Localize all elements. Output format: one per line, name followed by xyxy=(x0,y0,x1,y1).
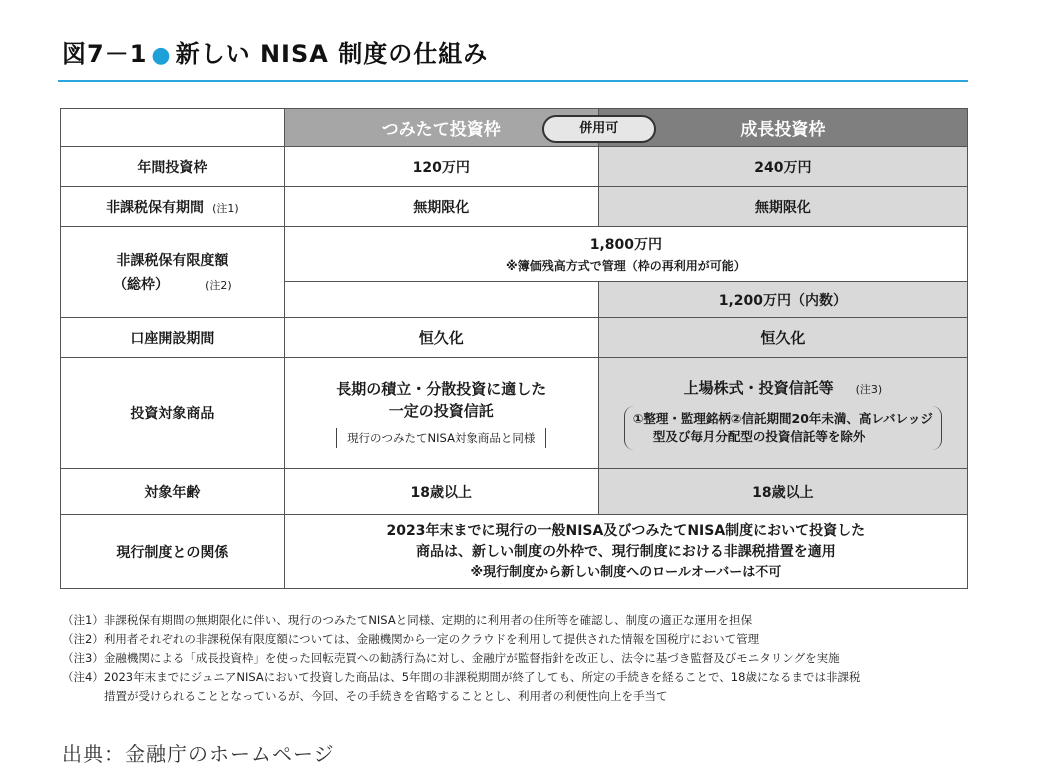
row-label-limit xyxy=(61,227,285,318)
relation-cell xyxy=(284,515,967,589)
table-row xyxy=(61,318,968,358)
age-seicho: 18歳以上 xyxy=(598,469,967,515)
footnotes xyxy=(62,611,962,706)
bullet-dot-icon: ● xyxy=(151,43,172,68)
products-tsumitate xyxy=(284,358,598,469)
annual-tsumitate: 120万円 xyxy=(284,147,598,187)
header-tsumitate xyxy=(284,109,619,147)
products-seicho-note: (注3) xyxy=(855,382,883,396)
table-row xyxy=(61,515,968,589)
row-label-relation: 現行制度との関係 xyxy=(61,515,285,589)
period-label-text: 非課税保有期間 xyxy=(106,199,205,216)
header-tsumitate-label: つみたて投資枠 xyxy=(381,120,501,140)
limit-label-line1: 非課税保有限度額 xyxy=(116,253,229,269)
table-row xyxy=(61,227,968,282)
limit-tsumitate-empty xyxy=(284,282,598,318)
products-seicho-ex1: ①整理・監理銘柄②信託期間20年未満、高レバレッジ xyxy=(632,410,933,426)
opening-tsumitate: 恒久化 xyxy=(284,318,598,358)
footnote-4-continued: 措置が受けられることとなっているが、今回、その手続きを省略することとし、利用者の利便性向上を手当て xyxy=(104,689,668,703)
relation-line2: 商品は、新しい制度の外枠で、現行制度における非課税措置を適用 xyxy=(416,543,836,560)
relation-line1: 2023年末までに現行の一般NISA及びつみたてNISA制度において投資した xyxy=(386,522,866,539)
limit-total-cell xyxy=(284,227,967,282)
heiyou-badge: 併用可 xyxy=(542,115,656,143)
products-tsumitate-sub: 現行のつみたてNISA対象商品と同様 xyxy=(336,428,546,448)
header-row xyxy=(61,109,968,147)
products-seicho-ex2: 型及び毎月分配型の投資信託等を除外 xyxy=(652,428,866,444)
products-seicho-exclusion xyxy=(624,406,942,450)
figure-title-text: 新しい NISA 制度の仕組み xyxy=(175,40,489,68)
footnote-2: （注2）利用者それぞれの非課税保有限度額については、金融機関から一定のクラウドを利用して提供された情報を国税庁において管理 xyxy=(62,632,760,646)
row-label-age: 対象年齢 xyxy=(61,469,285,515)
period-tsumitate: 無期限化 xyxy=(284,187,598,227)
products-tsumitate-line2: 一定の投資信託 xyxy=(388,402,494,420)
products-seicho xyxy=(598,358,967,469)
table-row xyxy=(61,187,968,227)
limit-note: (注2) xyxy=(205,279,232,292)
products-seicho-title: 上場株式・投資信託等 xyxy=(683,378,834,397)
annual-seicho: 240万円 xyxy=(598,147,967,187)
row-label-annual: 年間投資枠 xyxy=(61,147,285,187)
period-note: (注1) xyxy=(212,201,239,215)
row-label-products: 投資対象商品 xyxy=(61,358,285,469)
limit-seicho: 1,200万円（内数） xyxy=(598,282,967,318)
opening-seicho: 恒久化 xyxy=(598,318,967,358)
limit-label-line2: （総枠） xyxy=(113,277,170,293)
limit-total: 1,800万円 xyxy=(589,237,663,253)
figure-title xyxy=(62,34,488,69)
table-row xyxy=(61,147,968,187)
age-tsumitate: 18歳以上 xyxy=(284,469,598,515)
products-tsumitate-line1: 長期の積立・分散投資に適した xyxy=(336,380,547,398)
nisa-table xyxy=(60,108,968,589)
footnote-4: （注4）2023年末までにジュニアNISAにおいて投資した商品は、5年間の非課税期間が終了しても、所定の手続きを経ることで、18歳になるまでは非課税 xyxy=(62,670,861,684)
row-label-opening: 口座開設期間 xyxy=(61,318,285,358)
footnote-3: （注3）金融機関による「成長投資枠」を使った回転売買への勧誘行為に対し、金融庁が監督指針を改正し、法令に基づき監督及びモニタリングを実施 xyxy=(62,651,840,665)
row-label-period xyxy=(61,187,285,227)
relation-line3: ※現行制度から新しい制度へのロールオーバーは不可 xyxy=(470,564,782,580)
figure-number: 図7－1 xyxy=(62,40,148,68)
header-empty-cell xyxy=(61,109,285,147)
title-underline xyxy=(58,80,968,82)
table-row xyxy=(61,358,968,469)
limit-total-note: ※簿価残高方式で管理（枠の再利用が可能） xyxy=(506,259,746,273)
period-seicho: 無期限化 xyxy=(598,187,967,227)
footnote-1: （注1）非課税保有期間の無期限化に伴い、現行のつみたてNISAと同様、定期的に利用者の住所等を確認し、制度の適正な運用を担保 xyxy=(62,613,753,627)
table-row xyxy=(61,469,968,515)
source-credit: 出典：金融庁のホームページ xyxy=(62,742,335,766)
header-seicho: 成長投資枠 xyxy=(598,109,967,147)
